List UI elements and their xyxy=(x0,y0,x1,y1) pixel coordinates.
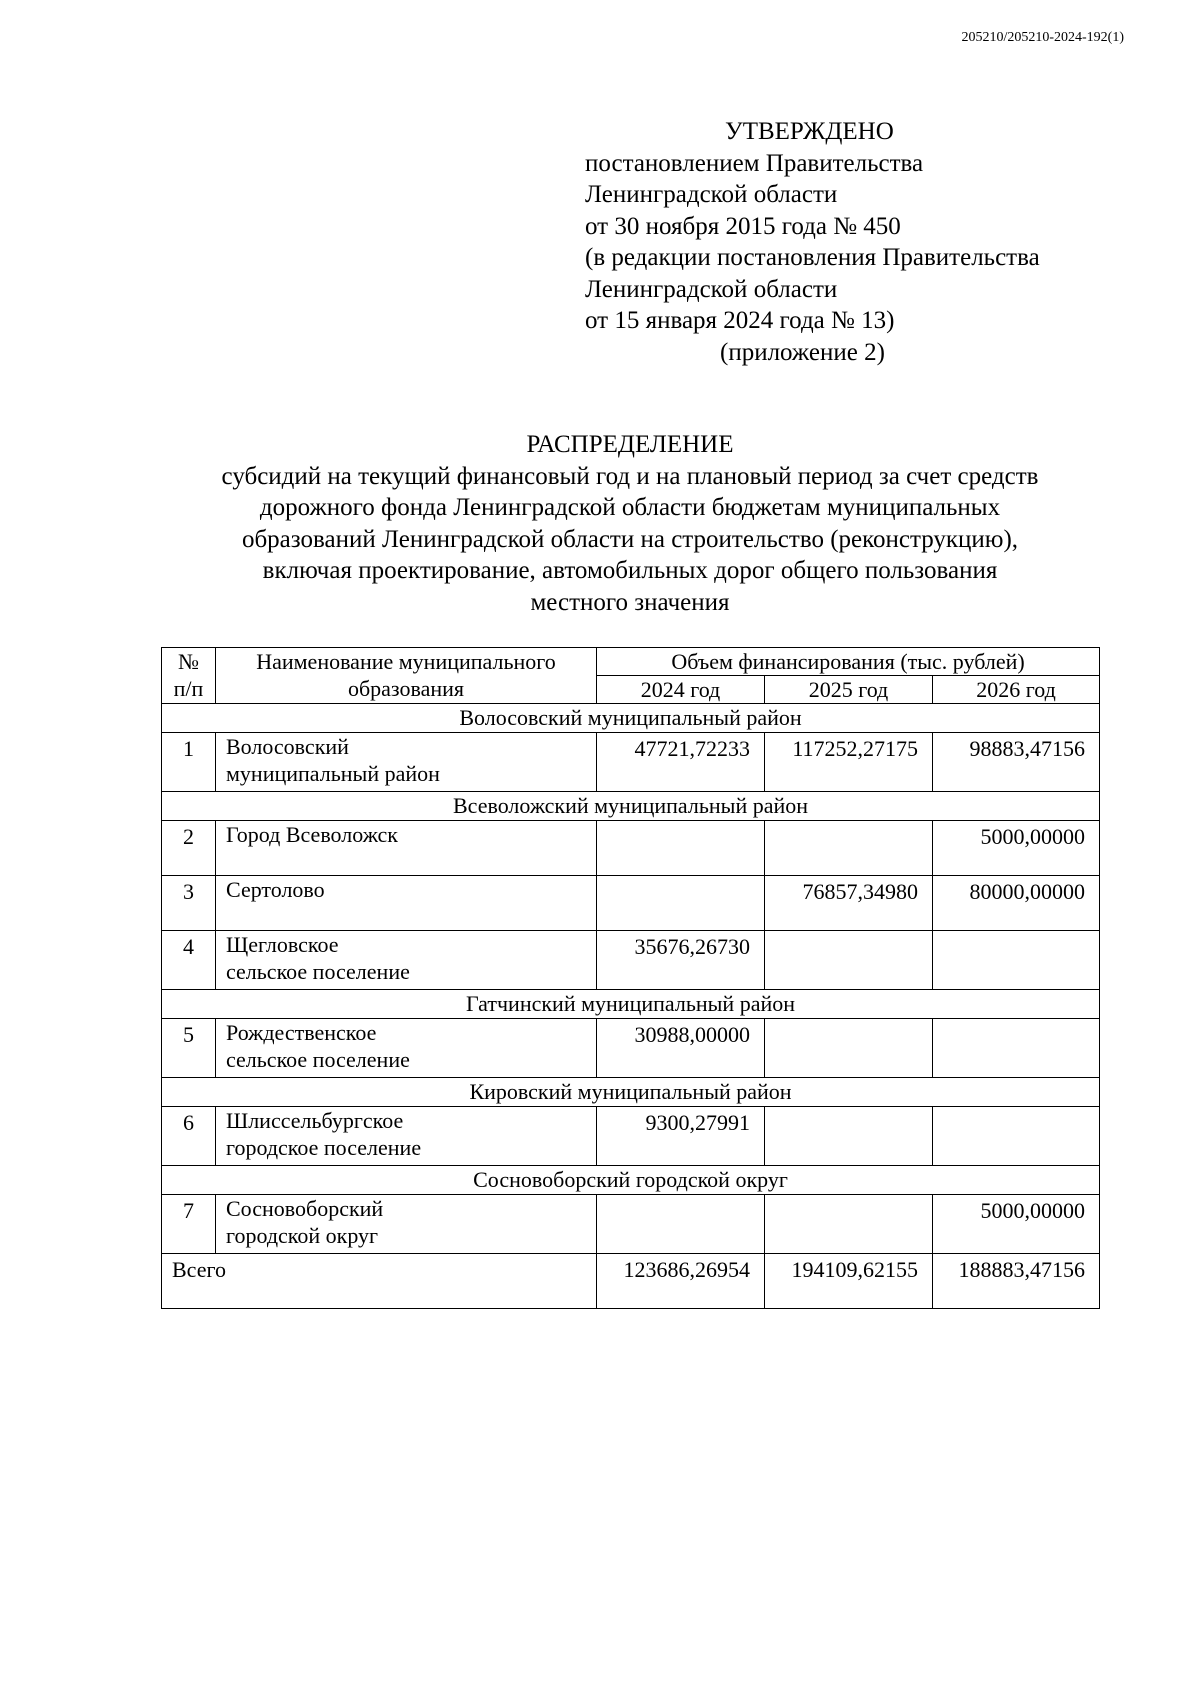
header-name-cell xyxy=(216,648,597,704)
header-name-line1: Наименование муниципального xyxy=(256,649,556,674)
row-number: 7 xyxy=(162,1195,216,1254)
section-title: Кировский муниципальный район xyxy=(162,1078,1100,1107)
header-volume-cell: Объем финансирования (тыс. рублей) xyxy=(597,648,1100,676)
value-2025 xyxy=(765,821,933,876)
municipality-name-line1: Сосновоборский xyxy=(226,1196,384,1221)
table-header-row xyxy=(162,648,1100,676)
distribution-table xyxy=(161,647,1100,1309)
municipality-name-line2: городское поселение xyxy=(226,1135,422,1160)
row-number: 6 xyxy=(162,1107,216,1166)
header-num-cell xyxy=(162,648,216,704)
table-row xyxy=(162,733,1100,792)
value-2025 xyxy=(765,1019,933,1078)
heading-line: дорожного фонда Ленинградской области бюджетам муниципальных xyxy=(259,494,1001,521)
document-id: 205210/205210-2024-192(1) xyxy=(961,30,1124,45)
approval-line: постановлением Правительства xyxy=(585,149,924,177)
municipality-name xyxy=(216,1195,597,1254)
municipality-name xyxy=(216,931,597,990)
section-title: Сосновоборский городской округ xyxy=(162,1166,1100,1195)
municipality-name-line2: муниципальный район xyxy=(226,761,440,786)
section-title: Гатчинский муниципальный район xyxy=(162,990,1100,1019)
approval-line: от 30 ноября 2015 года № 450 xyxy=(585,212,901,240)
table-row xyxy=(162,876,1100,931)
header-num-line2: п/п xyxy=(173,676,204,701)
total-row xyxy=(162,1254,1100,1309)
municipality-name xyxy=(216,733,597,792)
total-value-2024: 123686,26954 xyxy=(597,1254,765,1309)
row-number: 2 xyxy=(162,821,216,876)
section-row xyxy=(162,1078,1100,1107)
section-row xyxy=(162,990,1100,1019)
header-name-line2: образования xyxy=(347,676,465,701)
approval-line: (в редакции постановления Правительства xyxy=(585,244,1040,271)
municipality-name xyxy=(216,821,597,876)
table-row xyxy=(162,931,1100,990)
municipality-name-line2: городской округ xyxy=(226,1223,379,1248)
value-2025 xyxy=(765,1107,933,1166)
header-num-line1: № xyxy=(178,649,199,674)
approval-block xyxy=(585,116,1105,368)
table-row xyxy=(162,1019,1100,1078)
appendix-label: (приложение 2) xyxy=(720,338,885,366)
value-2024 xyxy=(597,1195,765,1254)
approval-line: Ленинградской области xyxy=(585,275,838,303)
header-year-2024: 2024 год xyxy=(597,676,765,704)
document-heading xyxy=(130,429,1130,618)
municipality-name xyxy=(216,1107,597,1166)
municipality-name-line2: сельское поселение xyxy=(226,1047,410,1072)
value-2024: 9300,27991 xyxy=(597,1107,765,1166)
municipality-name-line1: Сертолово xyxy=(226,877,325,902)
value-2025: 117252,27175 xyxy=(765,733,933,792)
value-2026 xyxy=(933,1019,1100,1078)
heading-line: образований Ленинградской области на строительство (реконструкцию), xyxy=(241,525,1019,553)
section-row xyxy=(162,1166,1100,1195)
municipality-name-line1: Шлиссельбургское xyxy=(226,1108,404,1133)
approved-title: УТВЕРЖДЕНО xyxy=(725,118,894,145)
municipality-name-line2: сельское поселение xyxy=(226,959,410,984)
row-number: 1 xyxy=(162,733,216,792)
section-row xyxy=(162,704,1100,733)
table-row xyxy=(162,1195,1100,1254)
municipality-name-line1: Щегловское xyxy=(226,932,339,957)
value-2024 xyxy=(597,821,765,876)
approval-line: от 15 января 2024 года № 13) xyxy=(585,307,895,334)
value-2024: 30988,00000 xyxy=(597,1019,765,1078)
section-title: Всеволожский муниципальный район xyxy=(162,792,1100,821)
row-number: 5 xyxy=(162,1019,216,1078)
value-2026 xyxy=(933,1107,1100,1166)
row-number: 4 xyxy=(162,931,216,990)
value-2024 xyxy=(597,876,765,931)
value-2026: 5000,00000 xyxy=(933,1195,1100,1254)
municipality-name-line1: Рождественское xyxy=(226,1020,377,1045)
total-value-2025: 194109,62155 xyxy=(765,1254,933,1309)
value-2026: 5000,00000 xyxy=(933,821,1100,876)
row-number: 3 xyxy=(162,876,216,931)
value-2024: 47721,72233 xyxy=(597,733,765,792)
total-value-2026: 188883,47156 xyxy=(933,1254,1100,1309)
heading-line: включая проектирование, автомобильных дорог общего пользования xyxy=(262,557,998,584)
heading-line: субсидий на текущий финансовый год и на плановый период за счет средств xyxy=(221,462,1039,490)
heading-title: РАСПРЕДЕЛЕНИЕ xyxy=(526,431,734,458)
municipality-name-line1: Город Всеволожск xyxy=(226,822,398,847)
total-label: Всего xyxy=(162,1254,597,1309)
value-2026: 98883,47156 xyxy=(933,733,1100,792)
table-row xyxy=(162,1107,1100,1166)
value-2025 xyxy=(765,1195,933,1254)
value-2025: 76857,34980 xyxy=(765,876,933,931)
municipality-name-line1: Волосовский xyxy=(226,734,349,759)
municipality-name xyxy=(216,876,597,931)
value-2025 xyxy=(765,931,933,990)
header-year-2026: 2026 год xyxy=(933,676,1100,704)
header-year-2025: 2025 год xyxy=(765,676,933,704)
value-2026: 80000,00000 xyxy=(933,876,1100,931)
heading-line: местного значения xyxy=(530,588,730,616)
approval-line: Ленинградской области xyxy=(585,181,838,208)
section-title: Волосовский муниципальный район xyxy=(162,704,1100,733)
section-row xyxy=(162,792,1100,821)
table-row xyxy=(162,821,1100,876)
municipality-name xyxy=(216,1019,597,1078)
value-2024: 35676,26730 xyxy=(597,931,765,990)
value-2026 xyxy=(933,931,1100,990)
